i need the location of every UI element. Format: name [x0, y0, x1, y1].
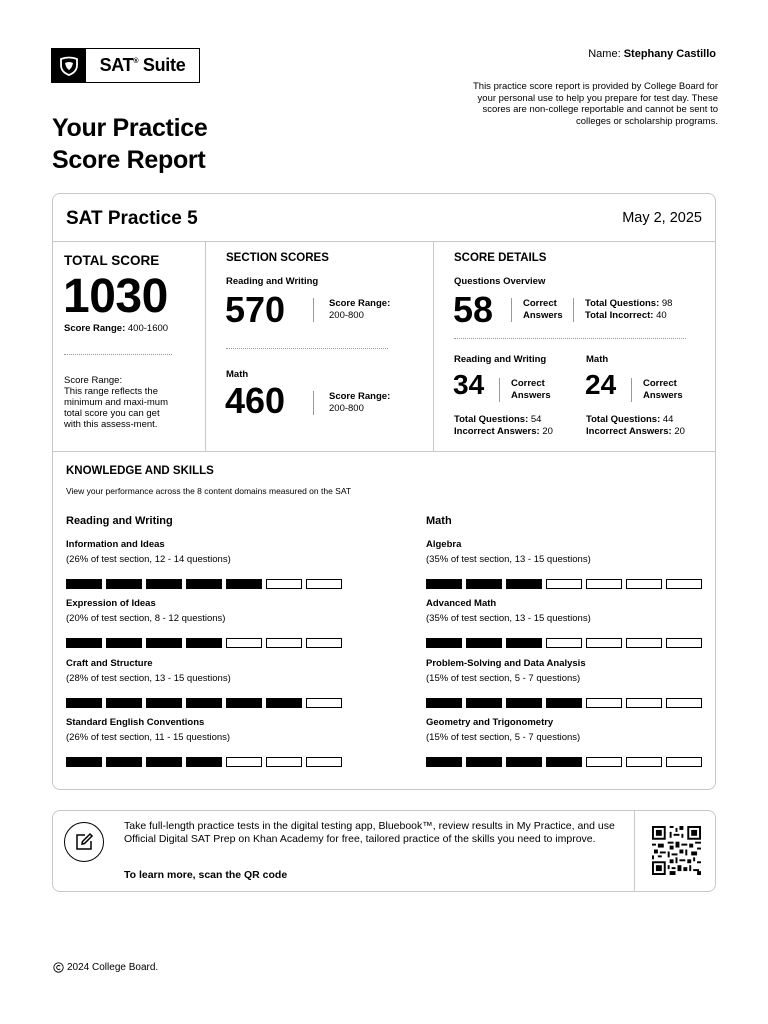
- domain-performance-bar: [426, 757, 702, 767]
- math-section-score: 460: [225, 380, 286, 421]
- performance-segment-empty: [226, 757, 262, 767]
- rw-question-counts: [454, 414, 553, 437]
- name-value: Stephany Castillo: [623, 48, 716, 60]
- domain-detail: (20% of test section, 8 - 12 questions): [66, 613, 226, 625]
- performance-segment-empty: [266, 757, 302, 767]
- performance-segment-filled: [146, 757, 182, 767]
- performance-segment-empty: [626, 579, 662, 589]
- performance-segment-filled: [146, 698, 182, 708]
- test-name: SAT Practice 5: [66, 208, 198, 229]
- performance-segment-filled: [466, 698, 502, 708]
- divider: [631, 378, 632, 402]
- promo-card: [52, 810, 716, 892]
- performance-segment-filled: [426, 698, 462, 708]
- sat-suite-logo: [51, 48, 200, 83]
- performance-segment-empty: [586, 638, 622, 648]
- performance-segment-empty: [666, 698, 702, 708]
- performance-segment-filled: [146, 638, 182, 648]
- performance-segment-filled: [426, 638, 462, 648]
- rw-incorrect-label: Incorrect Answers:: [454, 425, 540, 437]
- page-title: [52, 112, 207, 176]
- performance-segment-filled: [426, 757, 462, 767]
- math-range: [329, 391, 390, 414]
- performance-segment-filled: [106, 638, 142, 648]
- performance-segment-empty: [666, 638, 702, 648]
- domain-detail: (26% of test section, 12 - 14 questions): [66, 554, 231, 565]
- rw-incorrect-value: 20: [542, 425, 553, 437]
- math-incorrect-value: 20: [674, 425, 685, 437]
- rw-total-questions-label: Total Questions:: [454, 414, 529, 425]
- performance-segment-empty: [666, 757, 702, 767]
- range-note-label: Score Range:: [64, 375, 123, 386]
- total-correct-value: 58: [453, 289, 494, 330]
- performance-segment-empty: [586, 757, 622, 767]
- performance-segment-empty: [226, 638, 262, 648]
- total-questions-value: 98: [661, 298, 673, 309]
- edit-pencil-icon: [64, 822, 104, 862]
- total-range: [64, 323, 168, 335]
- divider: [454, 338, 686, 339]
- math-detail-name: Math: [586, 354, 609, 365]
- math-correct-value: 24: [585, 369, 617, 400]
- divider: [499, 378, 500, 402]
- copyright-text: 2024 College Board.: [67, 962, 159, 973]
- performance-segment-empty: [306, 638, 342, 648]
- performance-segment-empty: [586, 579, 622, 589]
- domain-name: Standard English Conventions: [66, 716, 205, 728]
- performance-segment-filled: [186, 638, 222, 648]
- score-report-card: [52, 193, 716, 790]
- card-header: [53, 194, 715, 242]
- title-line-2: Score Report: [52, 146, 206, 174]
- performance-segment-filled: [106, 579, 142, 589]
- performance-segment-empty: [266, 579, 302, 589]
- rw-range-value: 200-800: [329, 309, 364, 321]
- performance-segment-empty: [266, 638, 302, 648]
- divider: [511, 298, 512, 322]
- performance-segment-filled: [226, 579, 262, 589]
- performance-segment-filled: [466, 757, 502, 767]
- domain-performance-bar: [426, 579, 702, 589]
- divider: [64, 354, 172, 355]
- acorn-shield-icon: [52, 49, 86, 82]
- test-date: May 2, 2025: [622, 210, 702, 226]
- total-score-heading: TOTAL SCORE: [64, 253, 160, 268]
- domain-name: Craft and Structure: [66, 657, 153, 669]
- rw-range-label: Score Range:: [329, 298, 391, 309]
- performance-segment-filled: [66, 579, 102, 589]
- domain-name: Problem-Solving and Data Analysis: [426, 657, 586, 669]
- performance-segment-filled: [546, 757, 582, 767]
- performance-segment-filled: [186, 698, 222, 708]
- math-range-label: Score Range:: [329, 391, 391, 402]
- performance-segment-filled: [66, 698, 102, 708]
- total-questions-label: Total Questions:: [585, 298, 660, 309]
- correct-label-line1: Correct: [523, 298, 557, 309]
- total-score-value: 1030: [63, 270, 168, 323]
- logo-wordmark: [86, 49, 199, 82]
- domain-performance-bar: [66, 698, 342, 708]
- domain-detail: (26% of test section, 11 - 15 questions): [66, 731, 231, 743]
- performance-segment-empty: [306, 579, 342, 589]
- math-incorrect-label: Incorrect Answers:: [586, 425, 672, 437]
- performance-segment-filled: [266, 698, 302, 708]
- performance-segment-filled: [506, 638, 542, 648]
- math-correct-label-line1: Correct: [643, 378, 677, 389]
- performance-segment-filled: [506, 757, 542, 767]
- rw-total-questions-value: 54: [530, 414, 542, 425]
- range-note: [64, 375, 179, 430]
- promo-cta: To learn more, scan the QR code: [124, 869, 288, 881]
- divider: [313, 391, 314, 415]
- domain-name: Geometry and Trigonometry: [426, 716, 554, 728]
- score-details-heading: SCORE DETAILS: [454, 252, 547, 264]
- questions-overview-label: Questions Overview: [454, 276, 546, 287]
- domain-name: Algebra: [426, 539, 462, 550]
- math-correct-label-line2: Answers: [643, 389, 683, 401]
- name-label: Name:: [588, 48, 621, 60]
- performance-segment-filled: [466, 638, 502, 648]
- performance-segment-empty: [546, 638, 582, 648]
- divider: [313, 298, 314, 322]
- math-domains-heading: Math: [426, 515, 452, 527]
- qr-code-icon[interactable]: [652, 826, 701, 875]
- performance-segment-filled: [186, 757, 222, 767]
- divider: [573, 298, 574, 322]
- domain-performance-bar: [426, 698, 702, 708]
- divider: [53, 451, 715, 452]
- performance-segment-filled: [186, 579, 222, 589]
- domain-detail: (35% of test section, 13 - 15 questions): [426, 613, 591, 625]
- rw-section-name: Reading and Writing: [226, 276, 319, 287]
- domain-performance-bar: [426, 638, 702, 648]
- domain-performance-bar: [66, 757, 342, 767]
- domain-name: Information and Ideas: [66, 539, 165, 550]
- divider: [205, 242, 206, 451]
- performance-segment-empty: [666, 579, 702, 589]
- copyright: [53, 962, 158, 973]
- rw-correct-value: 34: [453, 369, 485, 400]
- title-line-1: Your Practice: [52, 114, 208, 142]
- total-range-value: 400-1600: [127, 323, 169, 334]
- total-incorrect-label: Total Incorrect:: [585, 309, 654, 321]
- math-correct-label: [643, 378, 683, 401]
- correct-label-line2: Answers: [523, 309, 563, 321]
- rw-correct-label: [511, 378, 551, 401]
- rw-correct-label-line2: Answers: [511, 389, 551, 401]
- divider: [433, 242, 434, 451]
- divider: [226, 348, 388, 349]
- domain-detail: (15% of test section, 5 - 7 questions): [426, 672, 581, 684]
- totals-summary: [585, 298, 672, 321]
- logo-suffix: Suite: [142, 55, 186, 75]
- performance-segment-filled: [146, 579, 182, 589]
- math-section-name: Math: [226, 369, 249, 380]
- performance-segment-filled: [66, 757, 102, 767]
- logo-brand: SAT: [99, 55, 134, 75]
- performance-segment-empty: [626, 638, 662, 648]
- performance-segment-empty: [306, 698, 342, 708]
- knowledge-skills-subtitle: View your performance across the 8 content domains measured on the SAT: [66, 486, 352, 496]
- section-scores-heading: SECTION SCORES: [226, 252, 329, 264]
- divider: [634, 811, 635, 891]
- knowledge-skills-heading: KNOWLEDGE AND SKILLS: [66, 465, 214, 477]
- promo-text: Take full-length practice tests in the digital testing app, Bluebook™, review results in My Practice, and use Official Digital SAT Prep on Khan Academy for free, tailored practice of the skills you need to improve.: [124, 820, 615, 845]
- total-range-label: Score Range:: [64, 323, 126, 334]
- logo-reg: ®: [133, 58, 139, 65]
- performance-segment-empty: [626, 757, 662, 767]
- range-note-text: This range reflects the minimum and maxi-mum total score you can get with this assess-ment.: [64, 386, 168, 430]
- rw-domains-heading: Reading and Writing: [66, 515, 173, 527]
- domain-name: Expression of Ideas: [66, 598, 156, 610]
- domain-detail: (28% of test section, 13 - 15 questions): [66, 672, 231, 684]
- copyright-icon: [53, 962, 64, 973]
- math-range-value: 200-800: [329, 402, 364, 414]
- total-incorrect-value: 40: [656, 309, 667, 321]
- domain-performance-bar: [66, 579, 342, 589]
- disclaimer: This practice score report is provided by College Board for your personal use to help you prepare for test day. These scores are non-college reportable and cannot be sent to colleges or scholarship programs.: [472, 81, 718, 127]
- performance-segment-filled: [466, 579, 502, 589]
- performance-segment-filled: [66, 638, 102, 648]
- domain-detail: (35% of test section, 13 - 15 questions): [426, 554, 591, 565]
- domain-detail: (15% of test section, 5 - 7 questions): [426, 731, 581, 743]
- rw-detail-name: Reading and Writing: [454, 354, 547, 365]
- total-correct-label: [523, 298, 563, 321]
- performance-segment-empty: [586, 698, 622, 708]
- performance-segment-filled: [506, 698, 542, 708]
- performance-segment-filled: [106, 757, 142, 767]
- performance-segment-filled: [106, 698, 142, 708]
- rw-range: [329, 298, 390, 321]
- math-total-questions-value: 44: [662, 414, 674, 425]
- rw-correct-label-line1: Correct: [511, 378, 545, 389]
- performance-segment-empty: [626, 698, 662, 708]
- domain-name: Advanced Math: [426, 598, 497, 610]
- performance-segment-empty: [546, 579, 582, 589]
- performance-segment-filled: [546, 698, 582, 708]
- performance-segment-filled: [426, 579, 462, 589]
- domain-performance-bar: [66, 638, 342, 648]
- math-question-counts: [586, 414, 685, 437]
- performance-segment-filled: [226, 698, 262, 708]
- performance-segment-empty: [306, 757, 342, 767]
- performance-segment-filled: [506, 579, 542, 589]
- math-total-questions-label: Total Questions:: [586, 414, 661, 425]
- student-name: [588, 48, 716, 60]
- rw-section-score: 570: [225, 289, 286, 330]
